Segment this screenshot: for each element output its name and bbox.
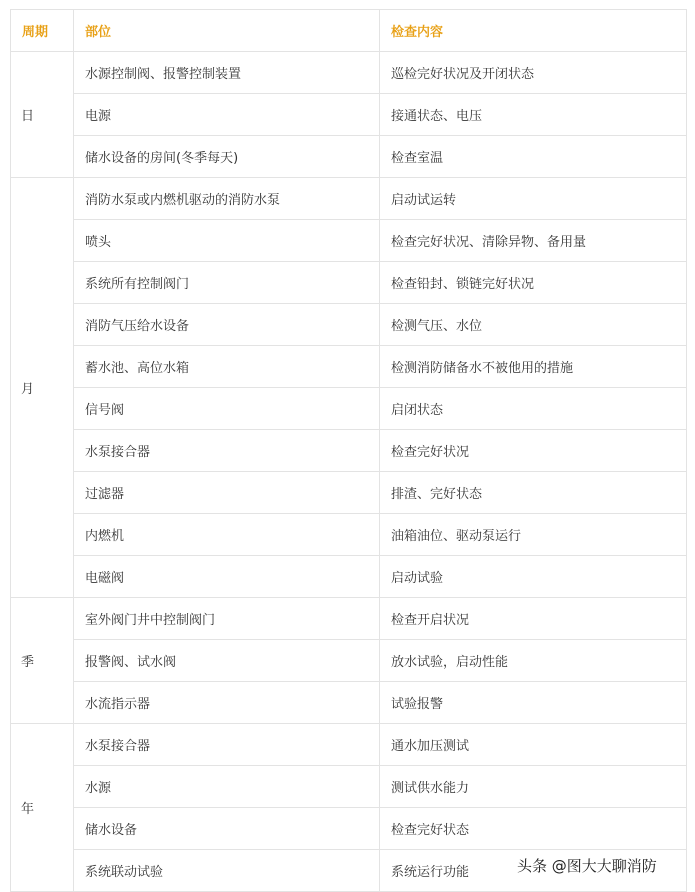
content-cell: 启闭状态	[380, 388, 687, 430]
period-cell: 年	[11, 724, 74, 892]
part-cell: 内燃机	[74, 514, 380, 556]
content-cell: 放水试验，启动性能	[380, 640, 687, 682]
table-body	[11, 52, 687, 892]
table-row	[11, 346, 687, 388]
part-cell: 喷头	[74, 220, 380, 262]
part-cell: 水泵接合器	[74, 430, 380, 472]
header-part: 部位	[74, 10, 380, 52]
table-row	[11, 136, 687, 178]
table-header-row	[11, 10, 687, 52]
table-row	[11, 178, 687, 220]
part-cell: 水源控制阀、报警控制装置	[74, 52, 380, 94]
table-row	[11, 304, 687, 346]
header-period: 周期	[11, 10, 74, 52]
content-cell: 测试供水能力	[380, 766, 687, 808]
period-cell: 月	[11, 178, 74, 598]
content-cell: 检测气压、水位	[380, 304, 687, 346]
table-row	[11, 52, 687, 94]
content-cell: 检查完好状况	[380, 430, 687, 472]
table-row	[11, 766, 687, 808]
part-cell: 过滤器	[74, 472, 380, 514]
part-cell: 消防气压给水设备	[74, 304, 380, 346]
part-cell: 信号阀	[74, 388, 380, 430]
part-cell: 室外阀门井中控制阀门	[74, 598, 380, 640]
period-cell: 日	[11, 52, 74, 178]
part-cell: 水源	[74, 766, 380, 808]
content-cell: 检查完好状况、清除异物、备用量	[380, 220, 687, 262]
content-cell: 油箱油位、驱动泵运行	[380, 514, 687, 556]
content-cell: 检查完好状态	[380, 808, 687, 850]
content-cell: 试验报警	[380, 682, 687, 724]
header-content: 检查内容	[380, 10, 687, 52]
content-cell: 启动试运转	[380, 178, 687, 220]
part-cell: 电磁阀	[74, 556, 380, 598]
table-row	[11, 640, 687, 682]
part-cell: 系统所有控制阀门	[74, 262, 380, 304]
content-cell: 启动试验	[380, 556, 687, 598]
part-cell: 水流指示器	[74, 682, 380, 724]
table-row	[11, 556, 687, 598]
content-cell: 巡检完好状况及开闭状态	[380, 52, 687, 94]
inspection-table	[10, 9, 687, 892]
content-cell: 排渣、完好状态	[380, 472, 687, 514]
content-cell: 系统运行功能	[380, 850, 687, 892]
part-cell: 报警阀、试水阀	[74, 640, 380, 682]
part-cell: 消防水泵或内燃机驱动的消防水泵	[74, 178, 380, 220]
part-cell: 储水设备	[74, 808, 380, 850]
content-cell: 接通状态、电压	[380, 94, 687, 136]
period-cell: 季	[11, 598, 74, 724]
table-row	[11, 430, 687, 472]
table-row	[11, 388, 687, 430]
table-row	[11, 808, 687, 850]
content-cell: 检查室温	[380, 136, 687, 178]
part-cell: 储水设备的房间(冬季每天)	[74, 136, 380, 178]
table-row	[11, 472, 687, 514]
part-cell: 系统联动试验	[74, 850, 380, 892]
part-cell: 水泵接合器	[74, 724, 380, 766]
content-cell: 检测消防储备水不被他用的措施	[380, 346, 687, 388]
content-cell: 通水加压测试	[380, 724, 687, 766]
table-row	[11, 94, 687, 136]
table-row	[11, 514, 687, 556]
content-cell: 检查开启状况	[380, 598, 687, 640]
table-row	[11, 724, 687, 766]
table-row	[11, 220, 687, 262]
table-row	[11, 598, 687, 640]
table-row	[11, 262, 687, 304]
table-row	[11, 682, 687, 724]
part-cell: 电源	[74, 94, 380, 136]
watermark: 头条 @图大大聊消防	[517, 857, 657, 875]
part-cell: 蓄水池、高位水箱	[74, 346, 380, 388]
content-cell: 检查铅封、锁链完好状况	[380, 262, 687, 304]
